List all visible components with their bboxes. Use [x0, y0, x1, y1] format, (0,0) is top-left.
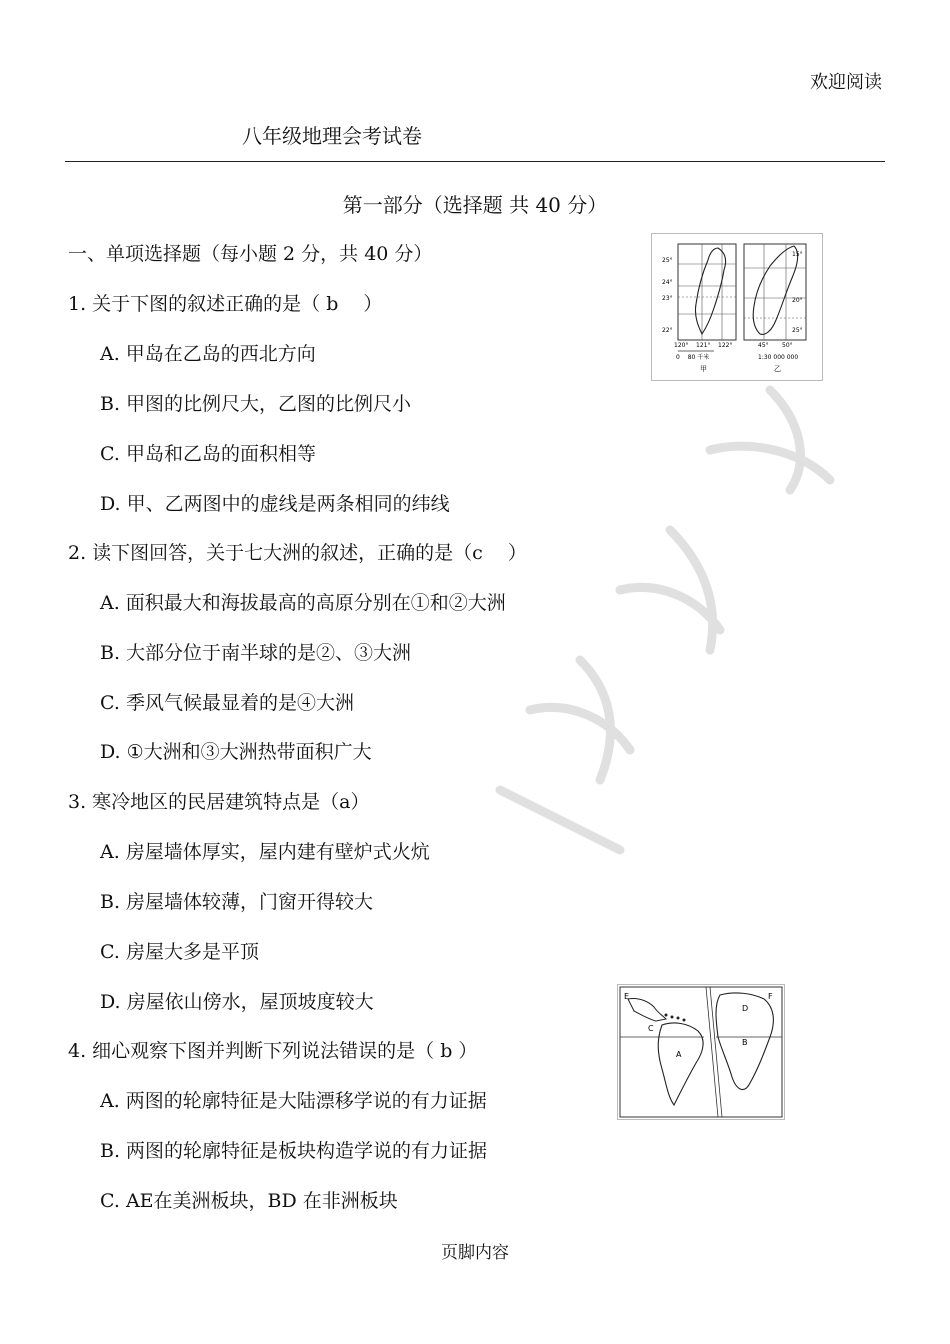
- figure-island-maps: [651, 233, 823, 381]
- right-scale-label: 1:30 000 000: [758, 354, 799, 361]
- right-map-caption: 乙: [774, 365, 781, 373]
- right-lat-label: 20°: [792, 297, 803, 304]
- question-1-option-c: C. 甲岛和乙岛的面积相等: [100, 443, 316, 465]
- question-1-option-b: B. 甲图的比例尺大，乙图的比例尺小: [100, 393, 412, 415]
- right-lat-label: 25°: [792, 327, 803, 334]
- question-1-option-d: D. 甲、乙两图中的虚线是两条相同的纬线: [100, 493, 450, 515]
- map-label-a: A: [676, 1050, 682, 1059]
- island-maps-svg: [652, 234, 822, 380]
- left-map-caption: 甲: [700, 365, 707, 373]
- left-lon-label: 120°: [674, 342, 689, 349]
- question-3-option-a: A. 房屋墙体厚实，屋内建有壁炉式火炕: [100, 841, 430, 863]
- north-america-outline: [628, 998, 666, 1021]
- question-3-option-b: B. 房屋墙体较薄，门窗开得较大: [100, 891, 374, 913]
- right-lon-label: 50°: [782, 342, 793, 349]
- left-island-outline: [695, 248, 725, 334]
- question-3-stem: 3. 寒冷地区的民居建筑特点是（a）: [68, 791, 370, 813]
- question-3-option-c: C. 房屋大多是平顶: [100, 941, 259, 963]
- section-title: 第一部分（选择题 共 40 分）: [342, 193, 608, 217]
- right-map-frame: [744, 244, 806, 340]
- question-4-option-c: C. AE在美洲板块，BD 在非洲板块: [100, 1190, 398, 1212]
- south-america-outline: [658, 1023, 703, 1105]
- left-lat-label: 24°: [662, 279, 673, 286]
- question-4-option-b: B. 两图的轮廓特征是板块构造学说的有力证据: [100, 1140, 488, 1162]
- right-lat-label: 15°: [792, 251, 803, 258]
- left-scale-label: 0 80 千米: [676, 354, 710, 361]
- question-4-option-a: A. 两图的轮廓特征是大陆漂移学说的有力证据: [100, 1090, 487, 1112]
- header-top-right: 欢迎阅读: [810, 72, 882, 93]
- question-2-option-c: C. 季风气候最显着的是④大洲: [100, 692, 354, 714]
- header-rule: [65, 161, 885, 162]
- part-heading: 一、单项选择题（每小题 2 分，共 40 分）: [68, 243, 433, 265]
- question-2-option-b: B. 大部分位于南半球的是②、③大洲: [100, 642, 412, 664]
- map-label-b: B: [742, 1038, 748, 1047]
- left-lat-label: 22°: [662, 327, 673, 334]
- question-2-stem: 2. 读下图回答，关于七大洲的叙述，正确的是（c ）: [68, 542, 527, 564]
- figure-continents-map: [617, 984, 785, 1120]
- map-label-f: F: [768, 992, 773, 1001]
- question-2-option-d: D. ①大洲和③大洲热带面积广大: [100, 741, 372, 763]
- question-1-stem: 1. 关于下图的叙述正确的是（ b ）: [68, 293, 383, 315]
- right-lon-label: 45°: [758, 342, 769, 349]
- continents-map-svg: [618, 985, 784, 1119]
- page-footer: 页脚内容: [441, 1243, 509, 1263]
- question-2-option-a: A. 面积最大和海拔最高的高原分别在①和②大洲: [100, 592, 506, 614]
- question-4-stem: 4. 细心观察下图并判断下列说法错误的是（ b ）: [68, 1040, 478, 1062]
- map-label-e: E: [624, 992, 630, 1001]
- map-label-d: D: [742, 1004, 749, 1013]
- left-lat-label: 25°: [662, 257, 673, 264]
- left-lon-label: 122°: [718, 342, 733, 349]
- left-lat-label: 23°: [662, 295, 673, 302]
- exam-title: 八年级地理会考试卷: [242, 124, 422, 148]
- left-lon-label: 121°: [696, 342, 711, 349]
- watermark-graphic: [470, 330, 890, 890]
- question-3-option-d: D. 房屋依山傍水，屋顶坡度较大: [100, 991, 374, 1013]
- question-1-option-a: A. 甲岛在乙岛的西北方向: [100, 343, 316, 365]
- right-island-outline: [753, 246, 797, 334]
- map-label-c: C: [648, 1024, 654, 1033]
